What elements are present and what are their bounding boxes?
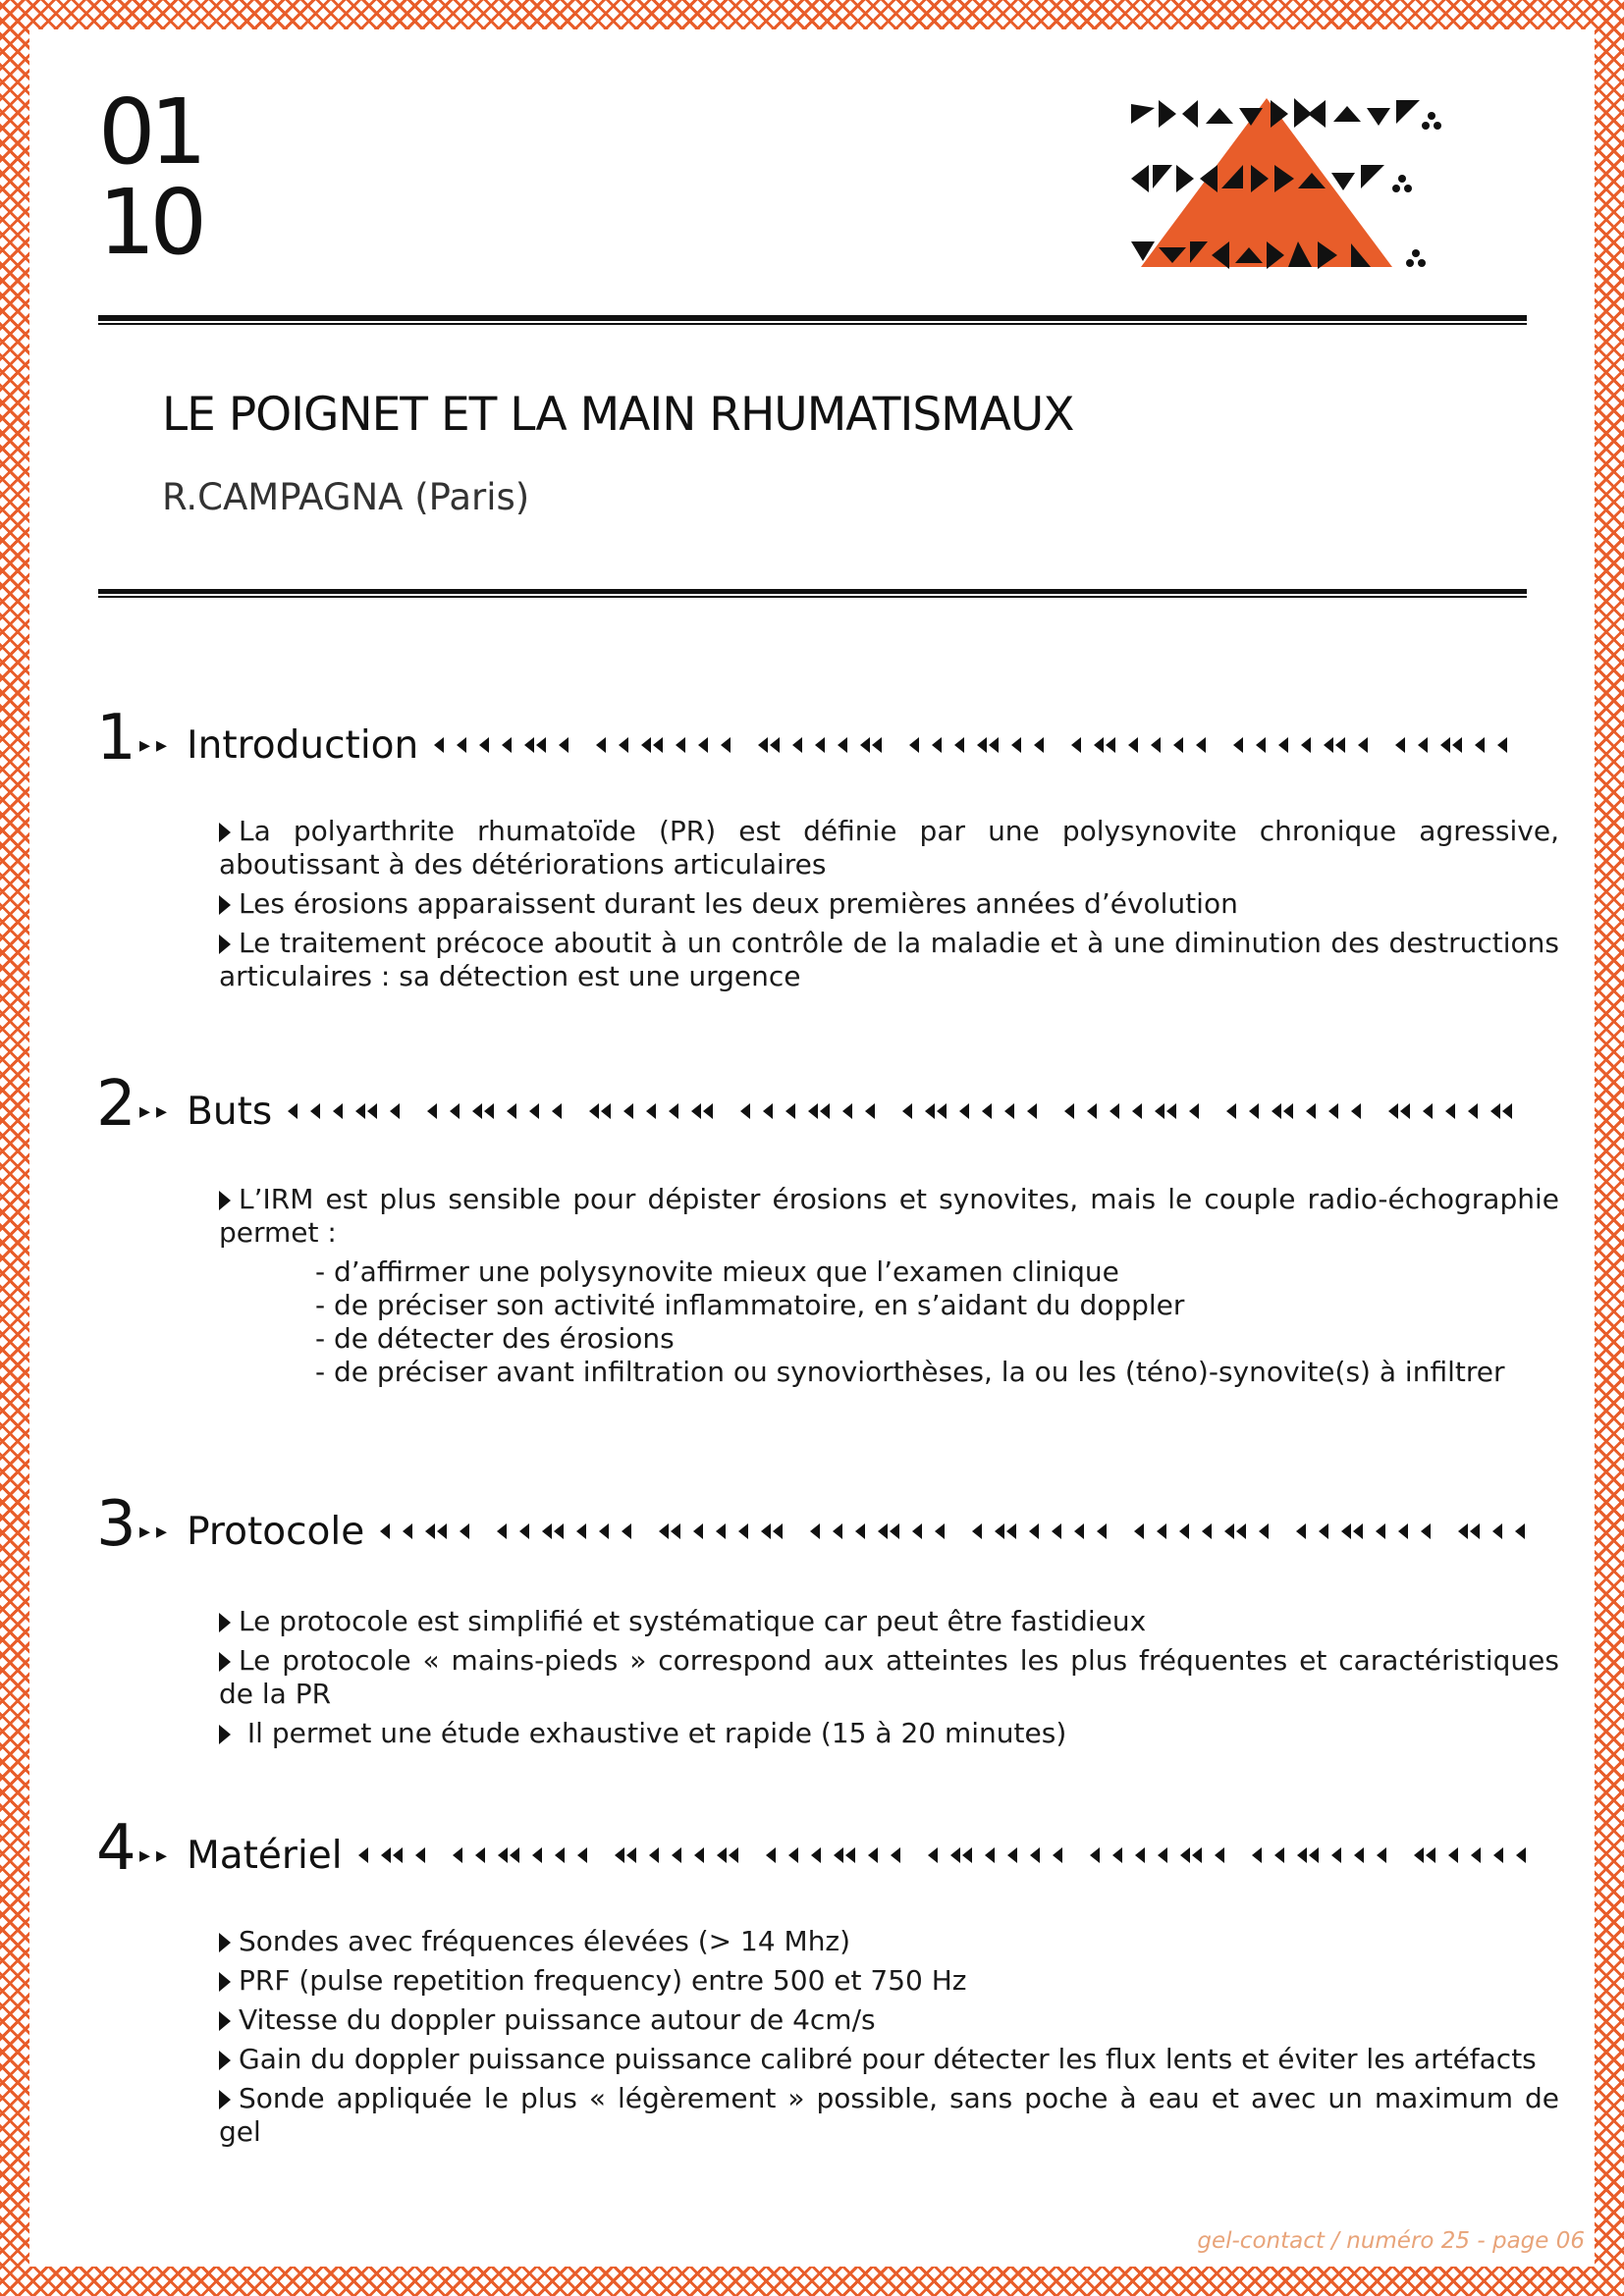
list-item: PRF (pulse repetition frequency) entre 500 et 750 Hz	[219, 1964, 1559, 1998]
page-footer: gel-contact / numéro 25 - page 06	[1197, 2228, 1585, 2254]
section-materiel	[96, 1809, 1559, 2155]
issue-number-line1: 01	[98, 80, 202, 185]
section-title: Buts	[187, 1089, 273, 1134]
section-introduction	[96, 699, 1559, 999]
section-number: 2	[96, 1068, 136, 1141]
bullet-icon	[219, 895, 231, 915]
bullet-icon	[219, 2090, 231, 2109]
sub-item: - de préciser avant infiltration ou synoviorthèses, la ou les (téno)-synovite(s) à infiltrer	[315, 1356, 1505, 1388]
section-header	[96, 1485, 1530, 1564]
list-item: La polyarthrite rhumatoïde (PR) est définie par une polysynovite chronique agressive, aboutissant à des détériorations articulaires	[219, 815, 1559, 881]
arrow-pattern-icon	[376, 1520, 1530, 1543]
list-item: Le protocole « mains-pieds » correspond aux atteintes les plus fréquentes et caractéristiques de la PR	[219, 1644, 1559, 1710]
section-title: Matériel	[187, 1833, 343, 1878]
list-item: Gain du doppler puissance puissance calibré pour détecter les flux lents et éviter les artéfacts	[219, 2043, 1559, 2076]
header-bottom-rule	[98, 589, 1527, 598]
section-header	[96, 1809, 1530, 1888]
top-rule	[98, 315, 1527, 325]
list-item: Vitesse du doppler puissance autour de 4cm/s	[219, 2003, 1559, 2037]
bullet-icon	[219, 1613, 231, 1632]
double-arrow-icon: ▸▸	[139, 1519, 174, 1544]
sub-item: - de détecter des érosions	[315, 1322, 675, 1355]
arrow-pattern-icon	[430, 733, 1530, 757]
article-author: R.CAMPAGNA (Paris)	[162, 476, 530, 518]
section-title: Protocole	[187, 1509, 365, 1554]
section-items	[219, 1605, 1559, 1750]
section-items	[219, 1925, 1559, 2149]
arrow-pattern-icon	[354, 1843, 1530, 1867]
section-protocole	[96, 1485, 1559, 1756]
section-buts	[96, 1065, 1559, 1389]
section-number: 4	[96, 1812, 136, 1885]
section-number: 1	[96, 702, 136, 774]
sub-item: - d’affirmer une polysynovite mieux que l’examen clinique	[315, 1255, 1119, 1288]
bullet-icon	[219, 934, 231, 954]
section-items	[219, 1183, 1559, 1389]
bullet-icon	[219, 1725, 231, 1744]
bullet-icon	[219, 1191, 231, 1210]
bullet-icon	[219, 1933, 231, 1952]
list-item: Les érosions apparaissent durant les deux premières années d’évolution	[219, 887, 1559, 921]
double-arrow-icon: ▸▸	[139, 1098, 174, 1124]
bullet-icon	[219, 2051, 231, 2070]
issue-number-line2: 10	[98, 170, 202, 275]
triangle-logo-icon	[1129, 94, 1502, 281]
section-number: 3	[96, 1488, 136, 1561]
section-title: Introduction	[187, 722, 419, 768]
list-item: Il permet une étude exhaustive et rapide (15 à 20 minutes)	[219, 1717, 1559, 1750]
list-item: Le protocole est simplifié et systématique car peut être fastidieux	[219, 1605, 1559, 1638]
section-items	[219, 815, 1559, 993]
bullet-icon	[219, 1972, 231, 1992]
list-item: L’IRM est plus sensible pour dépister érosions et synovites, mais le couple radio-échographie permet :	[219, 1183, 1559, 1249]
article-title: LE POIGNET ET LA MAIN RHUMATISMAUX	[162, 388, 1074, 442]
list-item: Sonde appliquée le plus « légèrement » possible, sans poche à eau et avec un maximum de gel	[219, 2082, 1559, 2148]
issue-number	[98, 80, 202, 275]
bullet-icon	[219, 823, 231, 842]
list-item: Sondes avec fréquences élevées (> 14 Mhz)	[219, 1925, 1559, 1958]
double-arrow-icon: ▸▸	[139, 1842, 174, 1868]
arrow-pattern-icon	[284, 1099, 1530, 1123]
section-header	[96, 1065, 1530, 1144]
list-item: Le traitement précoce aboutit à un contrôle de la maladie et à une diminution des destructions articulaires : sa détection est une urgence	[219, 927, 1559, 992]
bullet-icon	[219, 1652, 231, 1672]
sub-item: - de préciser son activité inflammatoire, en s’aidant du doppler	[315, 1289, 1185, 1321]
bullet-icon	[219, 2011, 231, 2031]
double-arrow-icon: ▸▸	[139, 732, 174, 758]
section-header	[96, 699, 1530, 777]
